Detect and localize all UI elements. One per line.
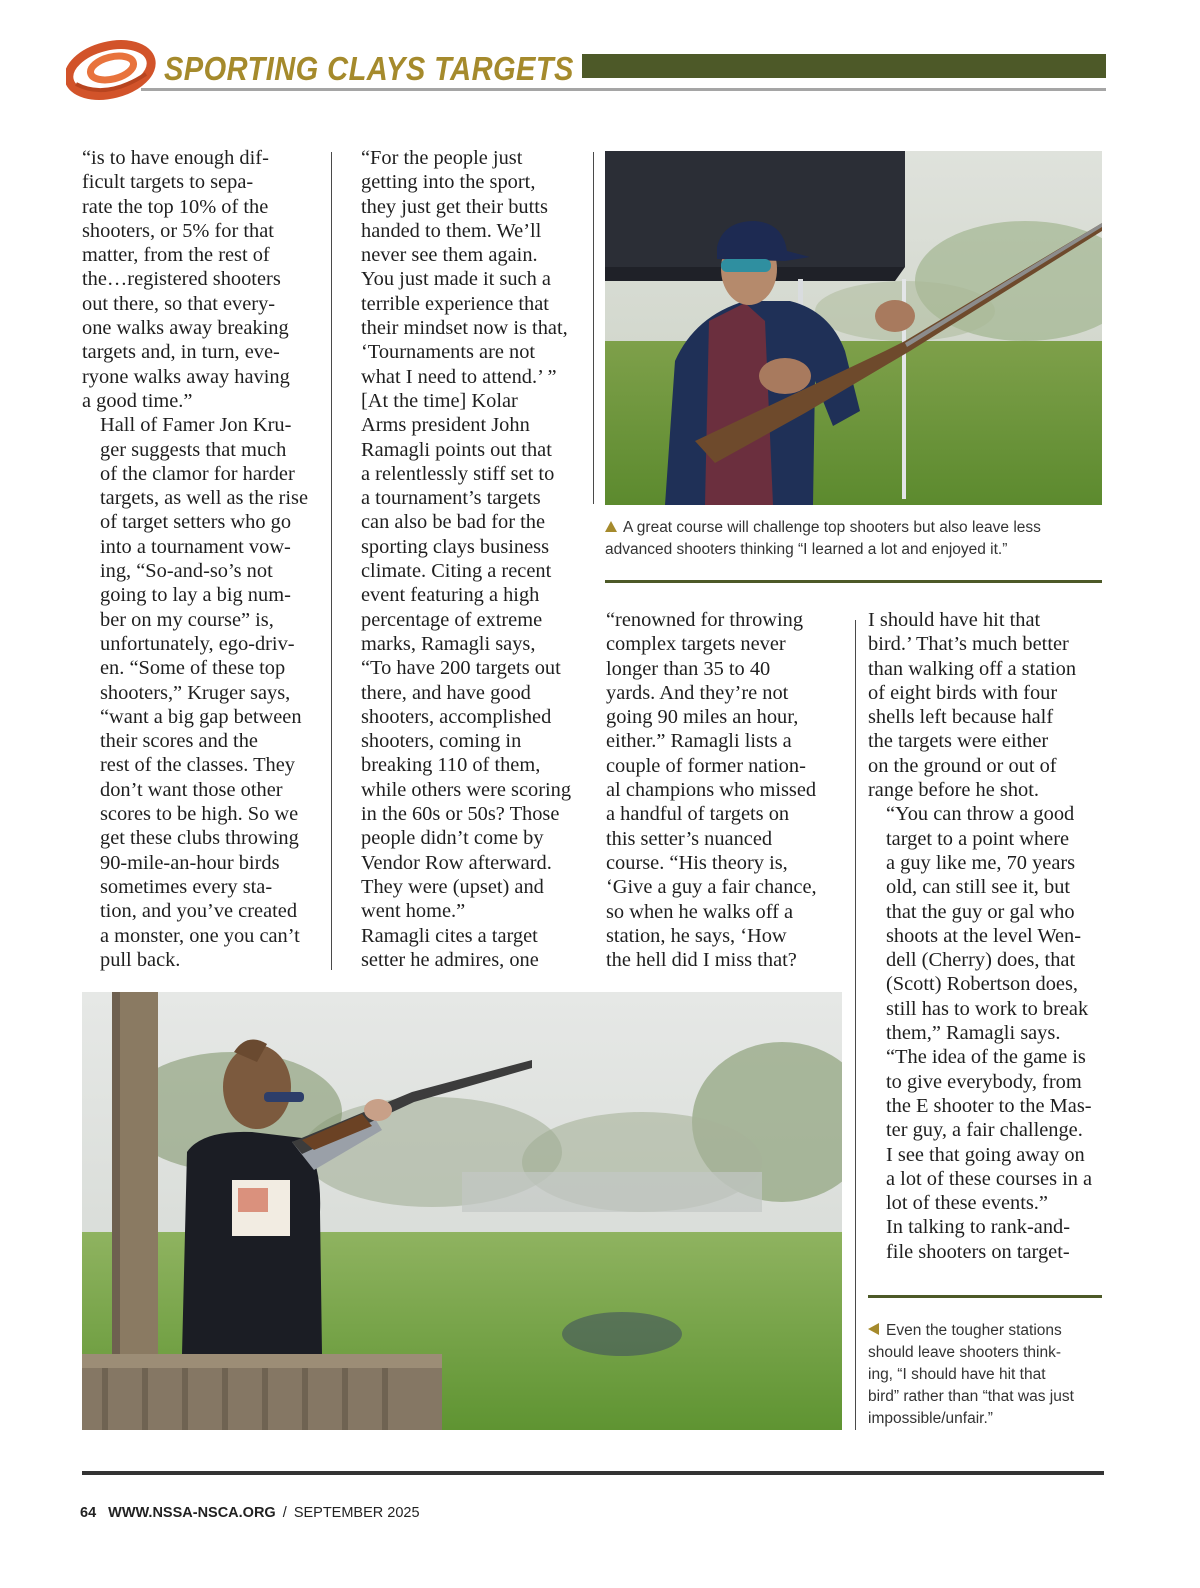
column-divider (593, 152, 594, 504)
text-line: that the guy or gal who (886, 900, 1075, 923)
text-line: a handful of targets on (606, 803, 790, 826)
text-line: range before he shot. (868, 779, 1039, 802)
text-line: dell (Cherry) does, that (886, 949, 1076, 972)
text-line: “renowned for throwing (606, 609, 804, 631)
text-column-3 (606, 608, 846, 972)
text-line: They were (upset) and (361, 875, 544, 898)
text-line: while others were scoring (361, 778, 572, 801)
text-line: marks, Ramagli says, (361, 632, 536, 655)
footer-website-link[interactable]: WWW.NSSA-NSCA.ORG (108, 1505, 276, 1521)
column-divider (855, 620, 856, 1430)
paragraph (82, 413, 318, 972)
text-line: sporting clays business (361, 535, 550, 558)
caption-line: impossible/unfair.” (868, 1410, 993, 1427)
text-line: shooters, coming in (361, 730, 522, 753)
text-column-1 (82, 146, 318, 972)
text-line: (Scott) Robertson does, (886, 973, 1078, 996)
paragraph (343, 924, 583, 973)
paragraph (868, 802, 1104, 1215)
text-line: climate. Citing a recent (361, 560, 552, 583)
text-line: “To have 200 targets out (361, 657, 561, 680)
text-line: targets and, in turn, eve- (82, 341, 280, 364)
caption-line: ing, “I should have hit that (868, 1366, 1046, 1383)
text-line: “is to have enough dif- (82, 147, 269, 169)
text-line: bird.’ That’s much better (868, 633, 1069, 656)
text-line: than walking off a station (868, 657, 1077, 680)
caption-line: bird” rather than “that was just (868, 1388, 1074, 1405)
text-line: the…registered shooters (82, 268, 281, 291)
text-line: “For the people just (361, 147, 523, 169)
text-line: 90-mile-an-hour birds (100, 851, 280, 874)
caption-line: advanced shooters thinking “I learned a lot and enjoyed it.” (605, 541, 1008, 558)
text-line: of the clamor for harder (100, 462, 295, 485)
text-column-2 (343, 146, 583, 972)
text-line: this setter’s nuanced (606, 827, 773, 850)
text-line: rate the top 10% of the (82, 195, 269, 218)
text-line: yards. And they’re not (606, 681, 789, 704)
text-line: ger suggests that much (100, 438, 287, 461)
text-line: longer than 35 to 40 (606, 657, 771, 680)
text-line: [At the time] Kolar (361, 389, 518, 412)
paragraph (343, 146, 583, 389)
text-line: scores to be high. So we (100, 803, 299, 826)
clay-target-logo-icon (66, 40, 158, 102)
text-line: a monster, one you can’t (100, 924, 300, 947)
text-line: ‘Give a guy a fair chance, (606, 876, 817, 899)
text-line: a relentlessly stiff set to (361, 462, 555, 485)
text-line: couple of former nation- (606, 754, 806, 777)
caption-line: A great course will challenge top shooters but also leave less (623, 519, 1041, 536)
text-line: people didn’t come by (361, 827, 544, 850)
text-line: a guy like me, 70 years (886, 851, 1076, 874)
text-line: shooters, accomplished (361, 705, 552, 728)
text-line: so when he walks off a (606, 900, 794, 923)
text-line: breaking 110 of them, (361, 754, 541, 777)
text-line: complex targets never (606, 633, 786, 656)
text-line: what I need to attend.’ ” (361, 365, 557, 388)
text-line: of eight birds with four (868, 681, 1058, 704)
text-line: I see that going away on (886, 1143, 1085, 1166)
text-line: percentage of extreme (361, 608, 543, 631)
text-line: setter he admires, one (361, 948, 539, 971)
column-divider (331, 152, 332, 970)
triangle-up-icon (605, 521, 617, 532)
text-line: don’t want those other (100, 778, 283, 801)
section-title: SPORTING CLAYS TARGETS (164, 50, 574, 87)
text-line: In talking to rank-and- (886, 1216, 1071, 1239)
text-line: rest of the classes. They (100, 754, 295, 777)
paragraph (606, 608, 846, 972)
page-header (66, 40, 1106, 102)
photo-male-shooter (605, 151, 1102, 505)
text-line: into a tournament vow- (100, 535, 291, 558)
text-line: the E shooter to the Mas- (886, 1094, 1092, 1117)
text-line: a tournament’s targets (361, 487, 541, 510)
text-line: shells left because half (868, 706, 1054, 729)
text-line: Ramagli points out that (361, 438, 552, 461)
text-line: tion, and you’ve created (100, 900, 298, 923)
text-line: ryone walks away having (82, 365, 290, 388)
text-line: You just made it such a (361, 268, 551, 291)
text-line: either.” Ramagli lists a (606, 730, 792, 753)
text-line: en. “Some of these top (100, 657, 286, 680)
text-line: course. “His theory is, (606, 851, 788, 874)
text-line: pull back. (100, 948, 181, 971)
text-line: their scores and the (100, 730, 258, 753)
text-line: “want a big gap between (100, 705, 302, 728)
text-line: to give everybody, from (886, 1070, 1082, 1093)
caption-line: Even the tougher stations (886, 1322, 1062, 1339)
text-line: getting into the sport, (361, 171, 536, 194)
text-line: they just get their butts (361, 195, 548, 218)
text-line: a lot of these courses in a (886, 1167, 1093, 1190)
text-line: ter guy, a fair challenge. (886, 1119, 1083, 1142)
text-line: went home.” (361, 900, 466, 923)
text-line: “The idea of the game is (886, 1046, 1086, 1069)
text-line: matter, from the rest of (82, 244, 270, 267)
text-line: a good time.” (82, 389, 193, 412)
text-line: their mindset now is that, (361, 317, 568, 340)
text-line: still has to work to break (886, 997, 1089, 1020)
text-line: ficult targets to sepa- (82, 171, 254, 194)
text-line: targets, as well as the rise (100, 487, 308, 510)
text-line: shooters, or 5% for that (82, 219, 274, 242)
issue-date: SEPTEMBER 2025 (293, 1505, 420, 1521)
text-line: out there, so that every- (82, 292, 276, 315)
text-line: target to a point where (886, 827, 1070, 850)
text-line: Arms president John (361, 414, 530, 437)
text-line: unfortunately, ego-driv- (100, 632, 295, 655)
text-line: lot of these events.” (886, 1192, 1048, 1215)
text-line: event featuring a high (361, 584, 540, 607)
paragraph (343, 389, 583, 924)
caption-rule (868, 1295, 1102, 1298)
text-line: ber on my course” is, (100, 608, 274, 631)
text-line: in the 60s or 50s? Those (361, 803, 560, 826)
footer-rule (82, 1471, 1104, 1475)
text-line: terrible experience that (361, 292, 549, 315)
paragraph (868, 608, 1104, 802)
text-line: ‘Tournaments are not (361, 341, 536, 364)
text-line: Ramagli cites a target (361, 924, 538, 947)
footer-separator: / (282, 1505, 287, 1521)
text-line: can also be bad for the (361, 511, 546, 534)
caption-line: should leave shooters think- (868, 1344, 1062, 1361)
text-line: the hell did I miss that? (606, 949, 797, 972)
page-footer (80, 1505, 420, 1521)
text-line: station, he says, ‘How (606, 924, 787, 947)
photo-caption-top (605, 517, 1102, 561)
text-line: on the ground or out of (868, 754, 1057, 777)
caption-rule (605, 580, 1102, 583)
text-line: I should have hit that (868, 609, 1041, 631)
text-line: handed to them. We’ll (361, 219, 542, 242)
text-line: old, can still see it, but (886, 876, 1071, 899)
header-rule (141, 88, 1106, 91)
text-line: “You can throw a good (886, 803, 1075, 826)
photo-caption-bottom (868, 1320, 1102, 1430)
text-line: them,” Ramagli says. (886, 1022, 1061, 1045)
text-line: of target setters who go (100, 511, 292, 534)
text-column-4 (868, 608, 1104, 1264)
text-line: Hall of Famer Jon Kru- (100, 414, 292, 437)
text-line: going to lay a big num- (100, 584, 291, 607)
header-accent-bar (582, 54, 1106, 78)
text-line: shooters,” Kruger says, (100, 681, 291, 704)
text-line: there, and have good (361, 681, 531, 704)
text-line: sometimes every sta- (100, 875, 273, 898)
text-line: shoots at the level Wen- (886, 924, 1082, 947)
text-line: Vendor Row afterward. (361, 851, 552, 874)
paragraph (868, 1215, 1104, 1264)
text-line: ing, “So-and-so’s not (100, 560, 273, 583)
text-line: the targets were either (868, 730, 1049, 753)
text-line: never see them again. (361, 244, 538, 267)
text-line: file shooters on target- (886, 1240, 1070, 1263)
paragraph (82, 146, 318, 413)
text-line: one walks away breaking (82, 317, 289, 340)
photo-female-shooter (82, 992, 842, 1430)
page-number: 64 (80, 1505, 97, 1521)
triangle-left-icon (868, 1323, 879, 1335)
text-line: al champions who missed (606, 779, 817, 802)
text-line: get these clubs throwing (100, 827, 299, 850)
text-line: going 90 miles an hour, (606, 706, 799, 729)
